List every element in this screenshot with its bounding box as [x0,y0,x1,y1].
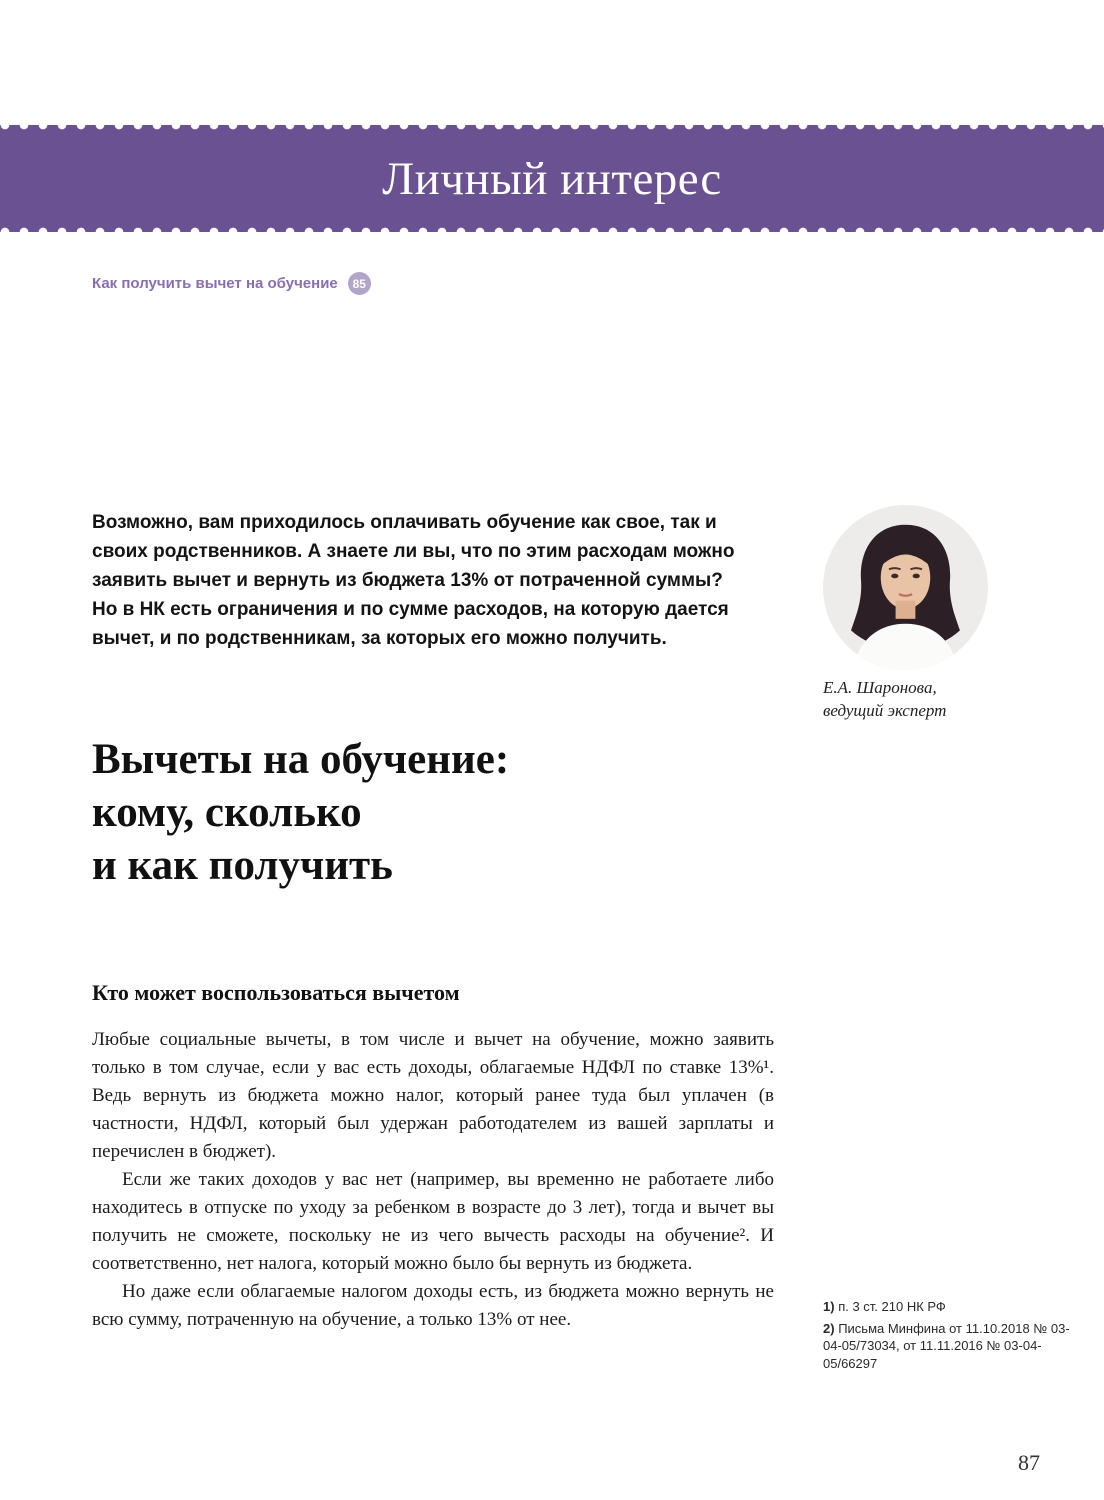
footnotes [823,1298,1075,1376]
page-number: 87 [1018,1450,1040,1475]
breadcrumb [92,272,371,295]
paragraph: Любые социальные вычеты, в том числе и вычет на обучение, можно заявить только в том случае, если у вас есть доходы, облагаемые НДФЛ по ставке 13%¹. Ведь вернуть из бюджета можно налог, который ранее туда был уплачен (в частности, НДФЛ, который был удержан работодателем из вашей зарплаты и перечислен в бюджет). [92,1029,774,1162]
article-title-line-2: кому, сколько [92,789,362,836]
author-caption [823,676,1073,722]
breadcrumb-page-badge: 85 [348,272,371,295]
footnote-2 [823,1320,1075,1373]
paragraph: Но даже если облагаемые налогом доходы есть, из бюджета можно вернуть не всю сумму, потраченную на обучение, а только 13% от нее. [92,1281,774,1330]
footnote-2-number: 2) [823,1320,835,1336]
author-name: Е.А. Шаронова, [823,678,937,697]
author-portrait-image [823,505,988,670]
article-body [92,1026,774,1334]
paragraph: Если же таких доходов у вас нет (например, вы временно не работаете либо находитесь в отпуске по уходу за ребенком в возрасте до 3 лет), тогда и вычет вы получить не сможете, поскольку не из чего вычесть расходы на обучение². И соответственно, нет налога, который можно было бы вернуть из бюджета. [92,1169,774,1274]
article-title [92,733,509,892]
section-banner [0,125,1104,232]
footnote-2-text: Письма Минфина от 11.10.2018 № 03-04-05/73034, от 11.11.2016 № 03-04-05/66297 [823,1320,1070,1371]
footnote-1-number: 1) [823,1299,835,1314]
breadcrumb-label: Как получить вычет на обучение [92,275,338,292]
section-banner-title: Личный интерес [382,152,722,205]
author-role: ведущий эксперт [823,701,947,720]
article-title-line-3: и как получить [92,842,393,889]
footnote-1 [823,1298,1075,1316]
author-photo [823,505,988,670]
article-title-line-1: Вычеты на обучение: [92,736,510,783]
lead-paragraph: Возможно, вам приходилось оплачивать обучение как свое, так и своих родственников. А знаете ли вы, что по этим расходам можно заявить вычет и вернуть из бюджета 13% от потраченной суммы? Но в НК есть ограничения и по сумме расходов, на которую дается вычет, и по родственникам, за которых его можно получить. [92,512,735,649]
section-heading: Кто может воспользоваться вычетом [92,980,460,1005]
footnote-1-text: п. 3 ст. 210 НК РФ [838,1299,946,1314]
